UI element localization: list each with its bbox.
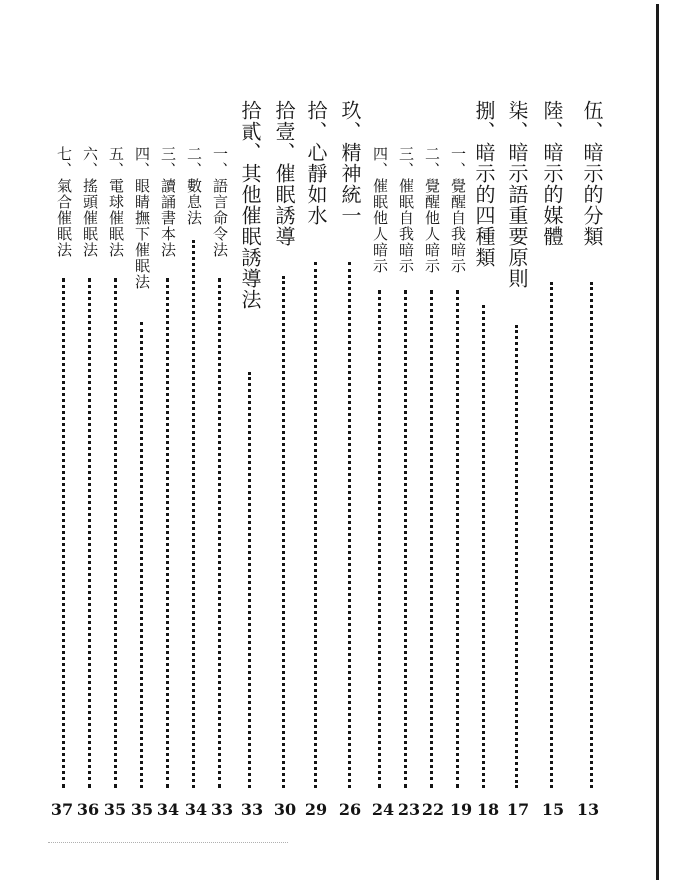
dot-leader <box>218 278 221 788</box>
toc-subentry-2 <box>418 0 446 884</box>
dot-leader <box>482 305 485 788</box>
dot-leader <box>140 322 143 788</box>
toc-entry-title: 五、電球催眠法 <box>107 146 125 258</box>
toc-page-number: 15 <box>541 800 565 819</box>
toc-entry-title: 伍、暗示的分類 <box>580 100 604 247</box>
toc-entry-title: 一、語言命令法 <box>211 146 229 258</box>
toc-subentry-7 <box>50 0 78 884</box>
toc-entry-12 <box>236 0 264 884</box>
dot-leader <box>430 290 433 788</box>
page-edge-rule <box>656 4 659 880</box>
dot-leader <box>456 290 459 788</box>
toc-subentry-4 <box>366 0 394 884</box>
toc-entry-title: 拾壹、催眠誘導 <box>272 100 296 247</box>
dot-leader <box>88 278 91 788</box>
toc-subentry-2b <box>180 0 208 884</box>
toc-entry-5 <box>578 0 606 884</box>
toc-page-number: 26 <box>338 800 362 819</box>
toc-subentry-4b <box>128 0 156 884</box>
toc-page-number: 24 <box>371 800 395 819</box>
toc-entry-6 <box>538 0 566 884</box>
dot-leader <box>404 290 407 788</box>
dot-leader <box>590 282 593 788</box>
toc-page-number: 37 <box>50 800 74 819</box>
toc-subentry-1 <box>444 0 472 884</box>
dot-leader <box>62 278 65 788</box>
toc-entry-title: 七、氣合催眠法 <box>55 146 73 258</box>
toc-entry-title: 玖、精神統一 <box>338 100 362 226</box>
dot-leader <box>114 278 117 788</box>
toc-entry-title: 捌、暗示的四種類 <box>472 100 496 268</box>
toc-page-number: 17 <box>506 800 530 819</box>
dot-leader <box>314 262 317 788</box>
toc-page-number: 23 <box>397 800 421 819</box>
toc-entry-title: 柒、暗示語重要原則 <box>505 100 529 289</box>
dot-leader <box>248 372 251 788</box>
toc-entry-title: 一、覺醒自我暗示 <box>449 146 467 274</box>
toc-page-number: 33 <box>210 800 234 819</box>
toc-entry-title: 四、催眠他人暗示 <box>371 146 389 274</box>
toc-subentry-1b <box>206 0 234 884</box>
toc-entry-9 <box>336 0 364 884</box>
toc-entry-10 <box>302 0 330 884</box>
toc-entry-title: 三、讀誦書本法 <box>159 146 177 258</box>
toc-entry-8 <box>470 0 498 884</box>
toc-entry-title: 二、覺醒他人暗示 <box>423 146 441 274</box>
toc-page-number: 35 <box>103 800 127 819</box>
toc-page-number: 36 <box>76 800 100 819</box>
dot-leader <box>515 325 518 788</box>
dot-leader <box>348 262 351 788</box>
toc-subentry-3 <box>392 0 420 884</box>
toc-page-number: 29 <box>304 800 328 819</box>
toc-subentry-5 <box>102 0 130 884</box>
dot-leader <box>192 240 195 788</box>
toc-subentry-6 <box>76 0 104 884</box>
toc-page-number: 33 <box>240 800 264 819</box>
dot-leader <box>550 282 553 788</box>
toc-page-number: 22 <box>421 800 445 819</box>
toc-entry-title: 三、催眠自我暗示 <box>397 146 415 274</box>
toc-page-number: 30 <box>273 800 297 819</box>
toc-page-number: 34 <box>156 800 180 819</box>
toc-entry-title: 陸、暗示的媒體 <box>540 100 564 247</box>
dot-leader <box>282 276 285 788</box>
dot-leader <box>166 278 169 788</box>
toc-entry-11 <box>270 0 298 884</box>
toc-page-number: 18 <box>476 800 500 819</box>
toc-entry-title: 四、眼睛撫下催眠法 <box>133 146 151 290</box>
toc-entry-title: 拾貳、其他催眠誘導法 <box>238 100 262 310</box>
toc-subentry-3b <box>154 0 182 884</box>
toc-entry-title: 六、搖頭催眠法 <box>81 146 99 258</box>
toc-entry-7 <box>503 0 531 884</box>
toc-page-number: 34 <box>184 800 208 819</box>
toc-page-number: 13 <box>576 800 600 819</box>
toc-page-number: 19 <box>449 800 473 819</box>
toc-entry-title: 拾、心靜如水 <box>304 100 328 226</box>
toc-page-number: 35 <box>130 800 154 819</box>
toc-entry-title: 二、數息法 <box>185 146 203 226</box>
dot-leader <box>378 290 381 788</box>
